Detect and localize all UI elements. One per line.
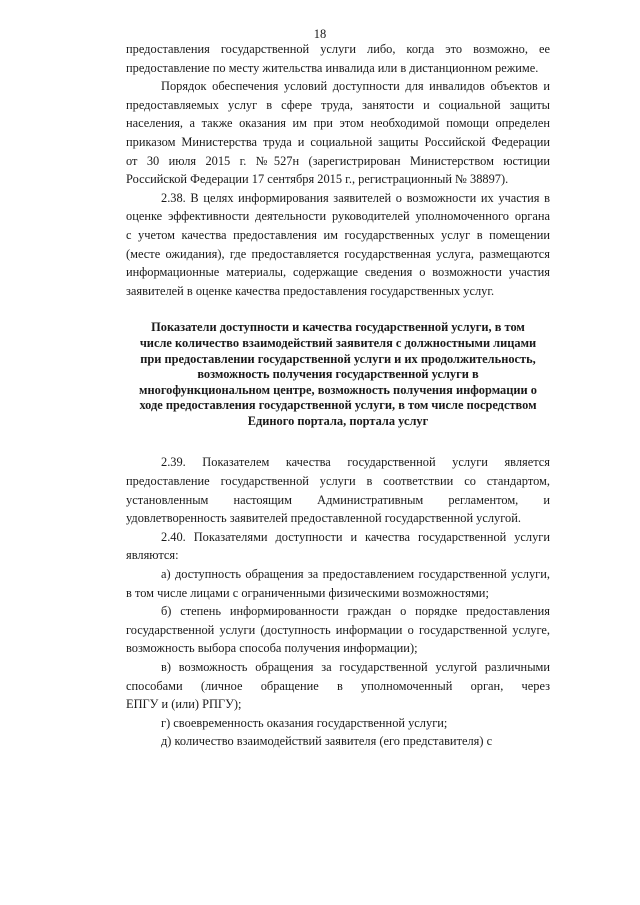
paragraph — [126, 528, 550, 565]
text-line: в) возможность обращения за государственной услугой различными — [161, 660, 550, 674]
text-line: с учетом качества предоставления им государственных услуг в помещении — [126, 227, 550, 242]
text-line: удовлетворенность заявителей предоставленной государственной услугой. — [126, 511, 521, 526]
document-body — [126, 40, 550, 751]
paragraph — [126, 189, 550, 301]
text-line: предоставления государственной услуги либо, когда это возможно, ее — [126, 42, 550, 56]
text-line: являются: — [126, 548, 179, 563]
heading-line: числе количество взаимодействий заявителя с должностными лицами — [139, 335, 537, 350]
text-line: установленным настоящим Административным регламентом, и — [126, 492, 550, 507]
text-line: населения, а также оказания им при этом необходимой помощи определен — [126, 116, 550, 131]
text-line: предоставление по месту жительства инвалида или в дистанционном режиме. — [126, 60, 539, 75]
text-line: г) своевременность оказания государственной услуги; — [161, 715, 448, 730]
heading-line: возможность получения государственной услуги в — [197, 367, 479, 382]
text-line: государственной услуги (доступность информации о государственной услуге, — [126, 622, 550, 637]
list-item — [126, 658, 550, 714]
list-item — [126, 732, 550, 751]
text-line: предоставление государственной услуги в соответствии со стандартом, — [126, 474, 550, 489]
text-line: информационные материалы, содержащие сведения о возможности участия — [126, 265, 550, 280]
list-item — [126, 714, 550, 733]
text-line: предоставляемых услуг в сфере труда, занятости и социальной защиты — [126, 97, 550, 112]
text-line: 2.38. В целях информирования заявителей о возможности их участия в — [161, 190, 550, 205]
text-line: заявителей в оценке качества предоставления государственных услуг. — [126, 283, 495, 298]
text-line: ЕПГУ и (или) РПГУ); — [126, 697, 242, 712]
heading-line: при предоставлении государственной услуги и их продолжительность, — [140, 351, 536, 366]
heading-line: многофункциональном центре, возможность получения информации о — [139, 382, 537, 397]
text-line: (месте ожидания), где предоставляется государственная услуга, размещаются — [126, 246, 550, 261]
text-line: оценке эффективности деятельности руководителей уполномоченного органа — [126, 209, 550, 224]
section-heading — [126, 320, 550, 429]
text-line: возможность выбора способа получения информации); — [126, 641, 418, 656]
text-line: приказом Министерства труда и социальной защиты Российской Федерации — [126, 134, 550, 149]
text-line: в том числе лицами с ограниченными физическими возможностями; — [126, 585, 489, 600]
text-line: д) количество взаимодействий заявителя (его представителя) с — [161, 734, 493, 749]
page-number: 18 — [313, 27, 327, 41]
heading-line: ходе предоставления государственной услуги, в том числе посредством — [139, 398, 537, 413]
text-line: а) доступность обращения за предоставлением государственной услуги, — [161, 567, 550, 582]
text-line: 2.39. Показателем качества государственной услуги является — [161, 455, 550, 470]
text-line: от 30 июля 2015 г. №527н (зарегистрирован Министерством юстиции — [126, 153, 550, 168]
list-item — [126, 565, 550, 602]
text-line: способами (личное обращение в уполномоченный орган, через — [126, 678, 550, 693]
text-line: 2.40. Показателями доступности и качества государственной услуги — [161, 529, 550, 544]
heading-line: Показатели доступности и качества государственной услуги, в том — [151, 320, 525, 335]
paragraph — [126, 77, 550, 189]
paragraph — [126, 40, 550, 77]
heading-line: Единого портала, портала услуг — [247, 413, 429, 428]
text-line: Порядок обеспечения условий доступности для инвалидов объектов и — [161, 79, 550, 94]
list-item — [126, 602, 550, 658]
text-line: Российской Федерации 17 сентября 2015 г., регистрационный № 38897). — [126, 172, 509, 187]
paragraph — [126, 453, 550, 527]
text-line: б) степень информированности граждан о порядке предоставления — [161, 604, 550, 619]
